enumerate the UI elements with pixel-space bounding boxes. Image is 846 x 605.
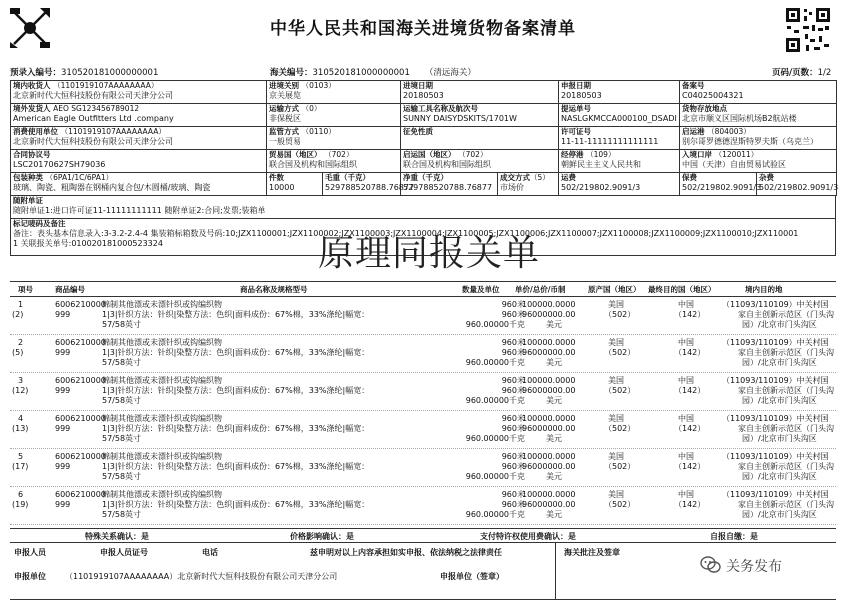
cell-name3: 57/58英寸 [102,358,142,367]
cell-p1: 100000.0000 [522,300,576,309]
cell-p2: 96000000.00 [522,348,576,357]
cell-sub: (19) [12,500,29,509]
cell-code2: 999 [55,424,71,433]
phone-label: 电话 [202,548,218,557]
field-shipper: 境外发货人 AEO SG123456789012 American Eagle Outfitters Ltd .company [11,104,267,127]
cell-d1: 中国 [678,490,694,499]
cell-q3: 960.00000千克 [465,434,525,443]
cell-code: 6006210000 [55,376,106,385]
field-transport-mode: 运输方式 （0） 非保税区 [267,104,401,127]
declaring-unit-seal-label: 申报单位（签章） [440,572,504,581]
cell-p2: 96000000.00 [522,386,576,395]
cell-o1: 美国 [608,452,624,461]
cell-dd3: 园）/北京市门头沟区 [742,434,817,443]
cell-sub: (5) [12,348,24,357]
cell-q2: 960米 [501,500,525,509]
field-contract: 合同协议号 LSC20170627SH79036 [11,150,267,173]
declaring-unit-label: 申报单位 [14,572,46,581]
declaring-unit-value: （1101919107AAAAAAAA）北京新时代大恒科技股份有限公司天津分公司 [65,572,338,581]
cell-o2: （502） [604,348,636,357]
cell-dd1: （11093/110109）中关村国 [722,490,829,499]
cell-p3: 美元 [546,396,562,405]
cell-dd3: 园）/北京市门头沟区 [742,396,817,405]
price-impact-confirm: 价格影响确认：是 [290,532,354,541]
cell-dd3: 园）/北京市门头沟区 [742,472,817,481]
form-row-5 [11,173,837,196]
table-row [10,487,836,525]
customs-number: 海关编号：310520181000000001 （清远海关） [270,68,476,78]
cell-d1: 中国 [678,300,694,309]
goods-table [10,281,836,525]
self-report-confirm: 自报自缴：是 [710,532,758,541]
cell-p2: 96000000.00 [522,310,576,319]
cell-name2: 1|3|针织方法：针织|染整方法：色织|面料成份：67%棉，33%涤纶|幅宽： [102,462,370,471]
cell-d1: 中国 [678,414,694,423]
cell-p2: 96000000.00 [522,462,576,471]
page-title: 中华人民共和国海关进境货物备案清单 [270,19,576,39]
cell-no: 2 [18,338,24,347]
cell-d1: 中国 [678,452,694,461]
cell-p3: 美元 [546,472,562,481]
legal-statement: 兹申明对以上内容承担如实申报、依法纳税之法律责任 [310,548,502,557]
col-dest: 最终目的国（地区） [648,285,716,294]
cell-name1: 棉制其他漂或未漂针织或钩编织物 [102,338,222,347]
cell-name2: 1|3|针织方法：针织|染整方法：色织|面料成份：67%棉，33%涤纶|幅宽： [102,500,370,509]
table-row [10,449,836,487]
cell-p2: 96000000.00 [522,500,576,509]
cell-code2: 999 [55,386,71,395]
form-row-6 [11,196,836,219]
cell-code: 6006210000 [55,490,106,499]
cell-no: 5 [18,452,24,461]
field-origin-country: 启运国（地区） （702） 联合国及机构和国际组织 [401,150,559,173]
cell-d2: （142） [674,500,706,509]
cell-q1: 960米 [501,376,525,385]
field-deal-mode: 成交方式（5） 市场价 [498,173,559,196]
cell-o1: 美国 [608,490,624,499]
cell-code2: 999 [55,462,71,471]
goods-table-header [10,281,836,297]
cell-dd2: 家自主创新示范区（门头沟 [738,386,834,395]
cell-p1: 100000.0000 [522,376,576,385]
cell-q2: 960米 [501,348,525,357]
cell-name3: 57/58英寸 [102,510,142,519]
cell-o2: （502） [604,386,636,395]
cell-o1: 美国 [608,300,624,309]
field-net-weight: 净重（千克） 529788520788.76877 [401,173,498,196]
cell-q3: 960.00000千克 [465,472,525,481]
cell-q3: 960.00000千克 [465,320,525,329]
field-declare-date: 申报日期 20180503 [559,81,680,104]
cell-d1: 中国 [678,338,694,347]
col-name: 商品名称及规格型号 [240,285,308,294]
cell-name1: 棉制其他漂或未漂针织或钩编织物 [102,414,222,423]
field-pieces: 件数 10000 [267,173,323,196]
confirmation-line [10,528,836,543]
cell-p1: 100000.0000 [522,414,576,423]
cell-o2: （502） [604,424,636,433]
col-price: 单价/总价/币制 [515,285,566,294]
col-origin: 原产国（地区） [588,285,641,294]
field-entry-customs: 进境关别 （0103） 京关展览 [267,81,401,104]
form-row-4 [11,150,837,173]
brand-watermark: 关务发布 [700,556,782,578]
field-insurance: 保费 502/219802.9091/3 [680,173,757,196]
cell-no: 4 [18,414,24,423]
field-record-number: 备案号 C04025004321 [680,81,837,104]
field-departure-port: 启运港 （804003） 别尔哥罗德德涅斯特罗夫斯（乌克兰） [680,127,837,150]
cell-dd1: （11093/110109）中关村国 [722,300,829,309]
cell-code: 6006210000 [55,452,106,461]
cell-dd2: 家自主创新示范区（门头沟 [738,462,834,471]
field-marks-remarks: 标记唛码及备注 备注：表头基本信息录入:3-3.2-2.4-4 集装箱标箱数及号码:10;JZX1100001;JZX1100002;JZX1100003;JZX1100004;JZX1100005;JZX1100006;JZX1100007;JZX1100008;JZX1100009;JZX1100010;JZX110001 1 关联报关单号:010020181000523324 [11,219,836,256]
cell-name2: 1|3|针织方法：针织|染整方法：色织|面料成份：67%棉，33%涤纶|幅宽： [102,386,370,395]
cell-name1: 棉制其他漂或未漂针织或钩编织物 [102,490,222,499]
cell-dd2: 家自主创新示范区（门头沟 [738,500,834,509]
cell-dd3: 园）/北京市门头沟区 [742,320,817,329]
cell-dd1: （11093/110109）中关村国 [722,414,829,423]
special-relation-confirm: 特殊关系确认：是 [85,532,149,541]
cell-name2: 1|3|针织方法：针织|染整方法：色织|面料成份：67%棉，33%涤纶|幅宽： [102,348,370,357]
cell-p1: 100000.0000 [522,490,576,499]
cell-q1: 960米 [501,338,525,347]
cell-q2: 960米 [501,424,525,433]
cell-p3: 美元 [546,358,562,367]
field-package-type: 包装种类 （6PA1/1C/6PA1） 玻璃、陶瓷、粗陶器在钢桶内复合包/木圆桶/玻璃、陶瓷 [11,173,267,196]
cell-q1: 960米 [501,452,525,461]
cell-q3: 960.00000千克 [465,358,525,367]
cell-o2: （502） [604,310,636,319]
cell-o1: 美国 [608,376,624,385]
form-row-2 [11,104,837,127]
form-row-3 [11,127,837,150]
table-row [10,297,836,335]
field-attached-docs: 随附单证 随附单证1:进口许可证11-11111111111 随附单证2:合同;发票;装箱单 [11,196,836,219]
table-row [10,373,836,411]
watermark-text: 原理同报关单 [318,233,541,274]
cell-q3: 960.00000千克 [465,396,525,405]
cell-sub: (12) [12,386,29,395]
cell-name3: 57/58英寸 [102,396,142,405]
field-gross-weight: 毛重（千克） 529788520788.76877 [323,173,401,196]
form-row-1 [11,81,837,104]
field-storage-location: 货物存放地点 北京市顺义区国际机场B2航站楼 [680,104,837,127]
cell-sub: (13) [12,424,29,433]
cell-q2: 960米 [501,386,525,395]
field-vessel: 运输工具名称及航次号 SUNNY DAISYDSKITS/1701W [401,104,559,127]
field-consignee: 境内收货人 （1101919107AAAAAAAA） 北京新时代大恒科技股份有限公司天津分公司 [11,81,267,104]
cell-no: 1 [18,300,24,309]
field-entry-port: 入境口岸 （120011） 中国（天津）自由贸易试验区 [680,150,837,173]
cell-no: 6 [18,490,24,499]
cell-d2: （142） [674,348,706,357]
cell-sub: (2) [12,310,24,319]
cell-d2: （142） [674,462,706,471]
cell-d2: （142） [674,310,706,319]
field-license: 许可证号 11-11-11111111111111 [559,127,680,150]
cell-name1: 棉制其他漂或未漂针织或钩编织物 [102,452,222,461]
cell-q1: 960米 [501,490,525,499]
field-bill-of-lading: 提运单号 NASLGKMCCA000100_DSADI [559,104,680,127]
cell-code: 6006210000 [55,300,106,309]
cell-code: 6006210000 [55,338,106,347]
cell-dd2: 家自主创新示范区（门头沟 [738,348,834,357]
cell-dd1: （11093/110109）中关村国 [722,338,829,347]
cell-o1: 美国 [608,338,624,347]
col-domestic: 境内目的地 [745,285,783,294]
cell-q1: 960米 [501,414,525,423]
cell-name3: 57/58英寸 [102,472,142,481]
cell-code: 6006210000 [55,414,106,423]
cell-p3: 美元 [546,510,562,519]
cell-q3: 960.00000千克 [465,510,525,519]
field-exemption: 征免性质 [401,127,559,150]
cell-p3: 美元 [546,320,562,329]
cell-code2: 999 [55,310,71,319]
col-qty: 数量及单位 [462,285,500,294]
field-supervision: 监管方式 （0110） 一般贸易 [267,127,401,150]
cell-dd2: 家自主创新示范区（门头沟 [738,310,834,319]
cell-q1: 960米 [501,300,525,309]
table-row [10,411,836,449]
table-row [10,335,836,373]
cell-code2: 999 [55,500,71,509]
cell-dd2: 家自主创新示范区（门头沟 [738,424,834,433]
cell-name3: 57/58英寸 [102,434,142,443]
cell-dd1: （11093/110109）中关村国 [722,452,829,461]
cell-q2: 960米 [501,462,525,471]
prerecord-number: 预录入编号：310520181000000001 [10,68,159,78]
field-consumer: 消费使用单位 （1101919107AAAAAAAA） 北京新时代大恒科技股份有限公司天津分公司 [11,127,267,150]
royalty-confirm: 支付特许权使用费确认：是 [480,532,576,541]
cell-o1: 美国 [608,414,624,423]
cell-name3: 57/58英寸 [102,320,142,329]
cell-name1: 棉制其他漂或未漂针织或钩编织物 [102,300,222,309]
declarant-cert-label: 申报人员证号 [100,548,148,557]
cell-code2: 999 [55,348,71,357]
cell-p3: 美元 [546,434,562,443]
field-stop-port: 经停港 （109） 朝鲜民主主义人民共和 [559,150,680,173]
declarant-label: 申报人员 [14,548,46,557]
cell-name2: 1|3|针织方法：针织|染整方法：色织|面料成份：67%棉，33%涤纶|幅宽： [102,424,370,433]
wechat-icon [700,556,722,578]
cell-o2: （502） [604,462,636,471]
field-misc-fee: 杂费 502/219802.9091/3 [757,173,837,196]
field-entry-date: 进境日期 20180503 [401,81,559,104]
cell-p1: 100000.0000 [522,452,576,461]
qr-code-icon [784,6,832,54]
page-indicator: 页码/页数：1/2 [772,68,832,78]
cell-sub: (17) [12,462,29,471]
field-freight: 运费 502/219802.9091/3 [559,173,680,196]
cell-name2: 1|3|针织方法：针织|染整方法：色织|面料成份：67%棉，33%涤纶|幅宽： [102,310,370,319]
cell-dd1: （11093/110109）中关村国 [722,376,829,385]
cell-name1: 棉制其他漂或未漂针织或钩编织物 [102,376,222,385]
cell-q2: 960米 [501,310,525,319]
cell-no: 3 [18,376,24,385]
customs-note-label: 海关批注及签章 [564,548,620,557]
cell-p1: 100000.0000 [522,338,576,347]
cell-d1: 中国 [678,376,694,385]
col-no: 项号 [18,285,33,294]
cell-d2: （142） [674,386,706,395]
field-trade-country: 贸易国（地区） （702） 联合国及机构和国际组织 [267,150,401,173]
cell-d2: （142） [674,424,706,433]
cell-o2: （502） [604,500,636,509]
cell-dd3: 园）/北京市门头沟区 [742,510,817,519]
cell-dd3: 园）/北京市门头沟区 [742,358,817,367]
col-code: 商品编号 [55,285,85,294]
cell-p2: 96000000.00 [522,424,576,433]
